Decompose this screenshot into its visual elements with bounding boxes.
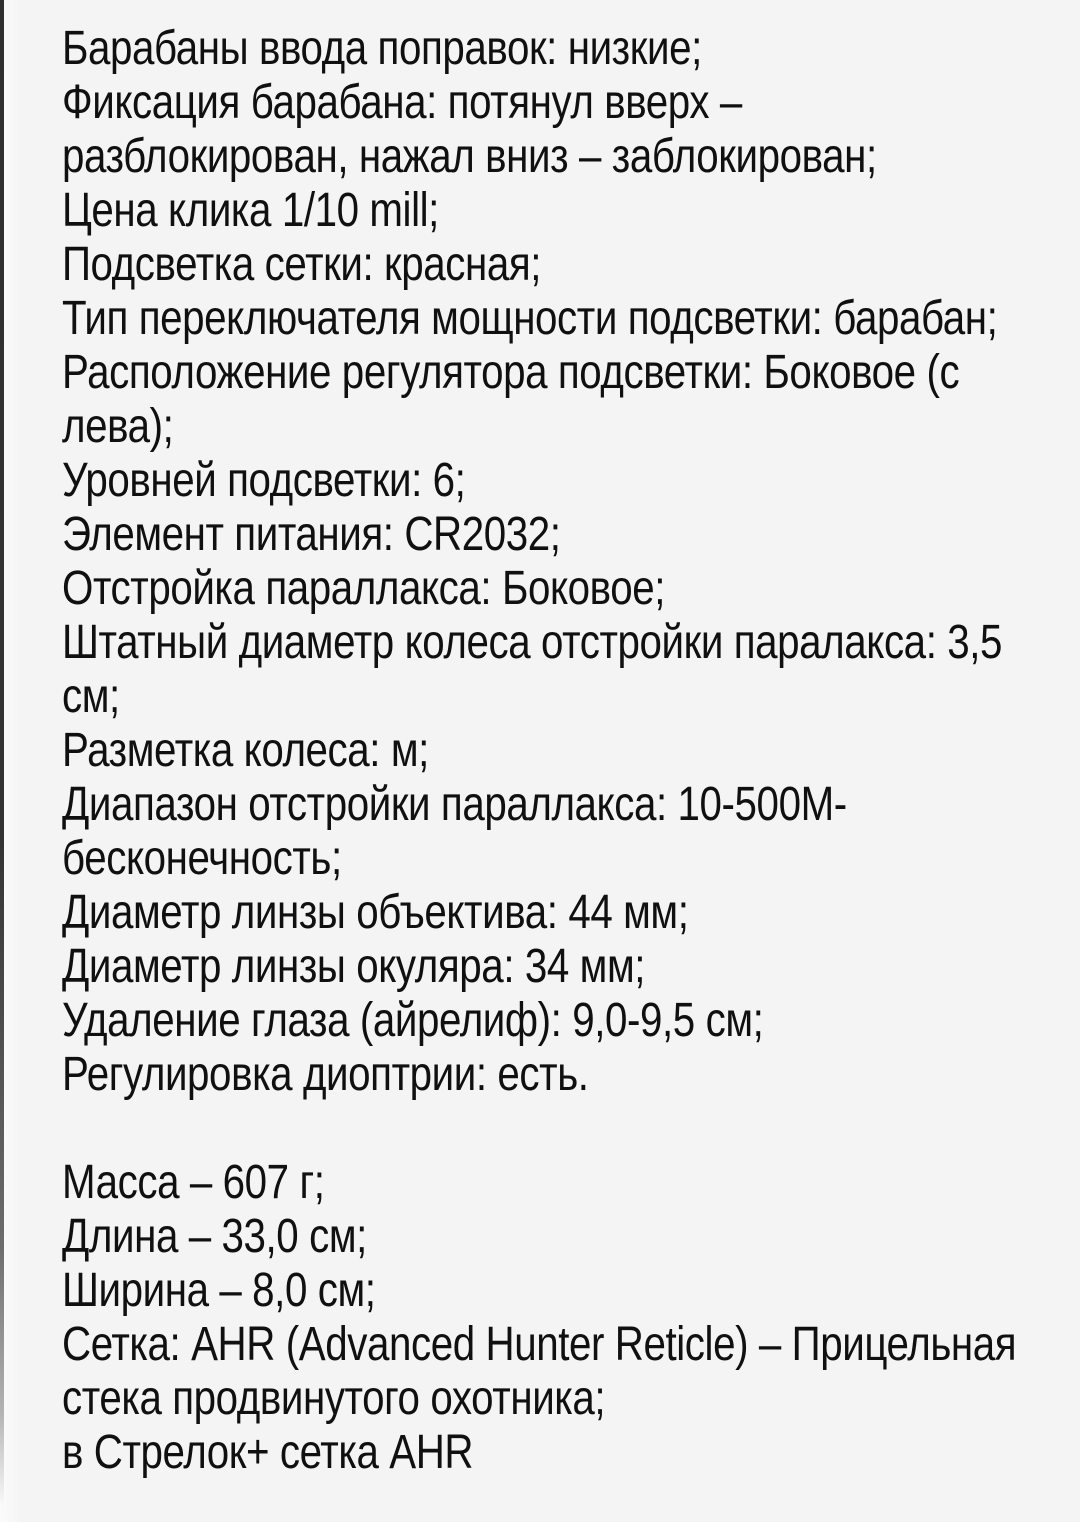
- spec-line: Диаметр линзы окуляра: 34 мм;: [62, 940, 646, 993]
- spec-line: лева);: [62, 400, 174, 453]
- page-left-edge-bar: [0, 0, 4, 1522]
- spec-line: Цена клика 1/10 mill;: [62, 184, 439, 237]
- spec-blank-line: [62, 1102, 917, 1156]
- spec-line: стека продвинутого охотника;: [62, 1372, 606, 1425]
- product-specs-text: [62, 22, 1080, 1480]
- spec-line: Ширина – 8,0 см;: [62, 1264, 376, 1317]
- spec-line: Фиксация барабана: потянул вверх –: [62, 76, 742, 129]
- spec-line: бесконечность;: [62, 832, 342, 885]
- spec-line: Расположение регулятора подсветки: Боковое (с: [62, 346, 960, 399]
- spec-line: Элемент питания: CR2032;: [62, 508, 561, 561]
- spec-line: разблокирован, нажал вниз – заблокирован;: [62, 130, 877, 183]
- spec-line: Удаление глаза (айрелиф): 9,0-9,5 см;: [62, 994, 764, 1047]
- spec-line: Барабаны ввода поправок: низкие;: [62, 22, 702, 75]
- spec-line: Длина – 33,0 см;: [62, 1210, 367, 1263]
- spec-line: Диапазон отстройки параллакса: 10-500М-: [62, 778, 847, 831]
- spec-line: Разметка колеса: м;: [62, 724, 429, 777]
- spec-line: Штатный диаметр колеса отстройки паралакса: 3,5: [62, 616, 1003, 669]
- spec-line: Тип переключателя мощности подсветки: барабан;: [62, 292, 998, 345]
- spec-line: Подсветка сетки: красная;: [62, 238, 542, 291]
- spec-line: см;: [62, 670, 120, 723]
- spec-line: Диаметр линзы объектива: 44 мм;: [62, 886, 689, 939]
- spec-line: Отстройка параллакса: Боковое;: [62, 562, 666, 615]
- spec-line: Сетка: AHR (Advanced Hunter Reticle) – Прицельная: [62, 1318, 1017, 1371]
- spec-line: Уровней подсветки: 6;: [62, 454, 466, 507]
- spec-line: Масса – 607 г;: [62, 1156, 325, 1209]
- spec-line: Регулировка диоптрии: есть.: [62, 1048, 589, 1101]
- spec-line: в Стрелок+ сетка AHR: [62, 1426, 474, 1479]
